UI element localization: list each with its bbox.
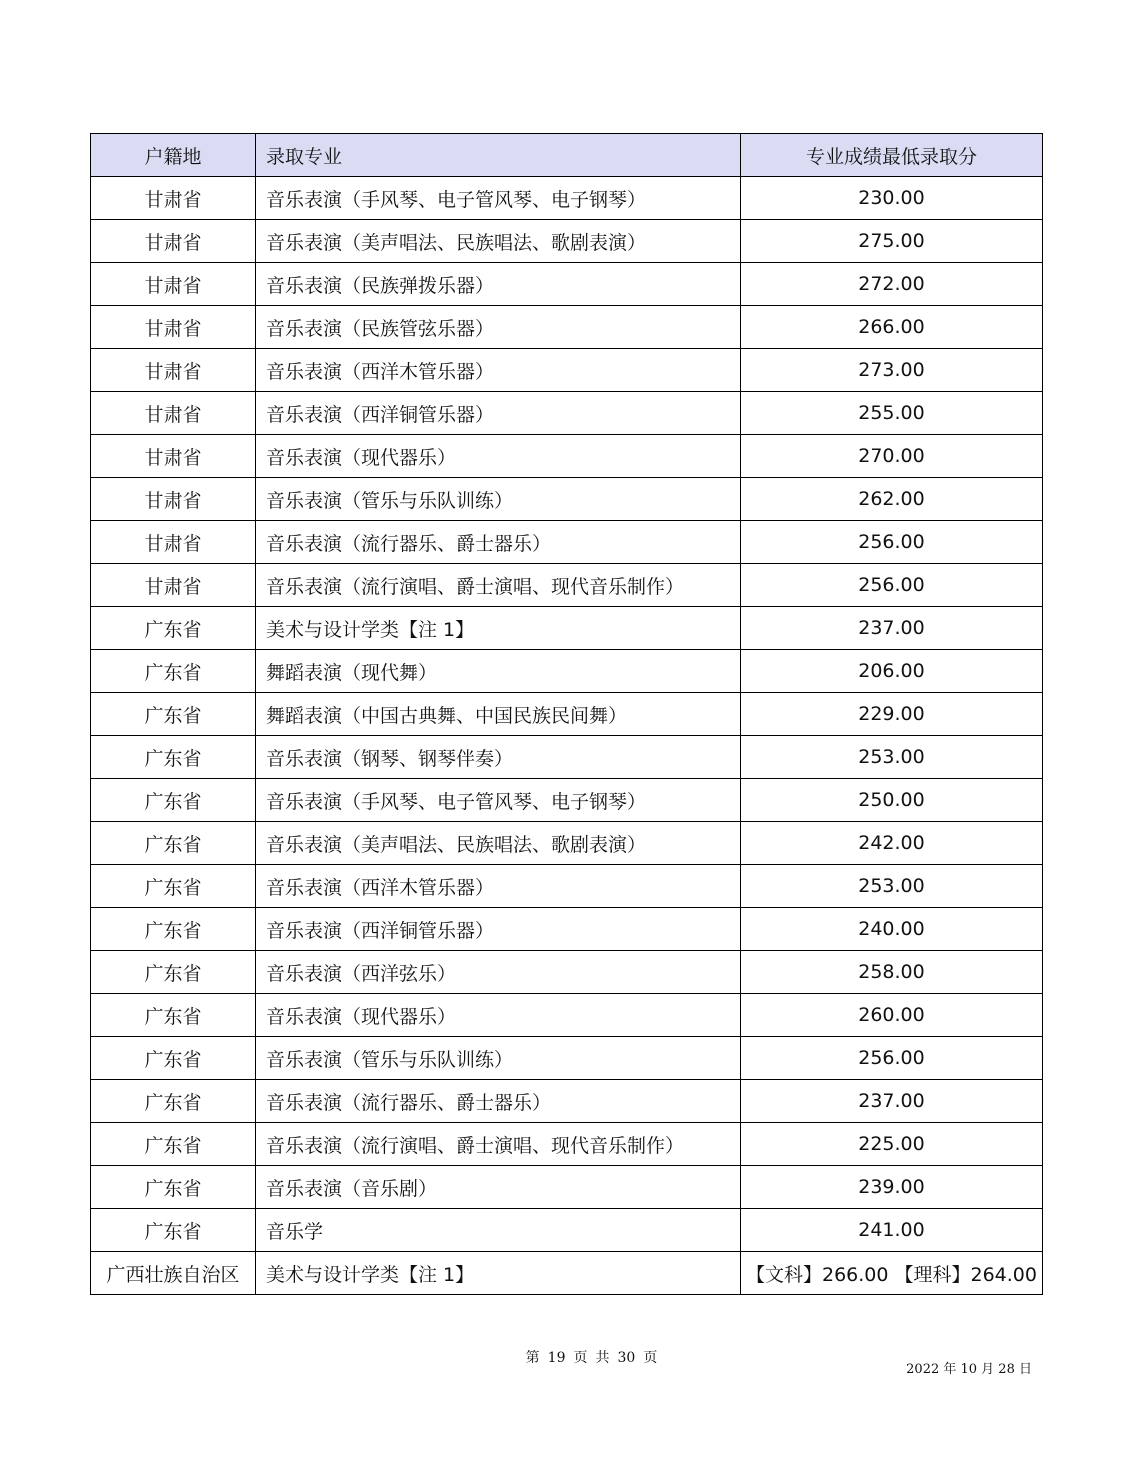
cell-min-score: 225.00 bbox=[741, 1123, 1043, 1166]
cell-region: 甘肃省 bbox=[91, 392, 256, 435]
table-row bbox=[91, 994, 1043, 1037]
table-row bbox=[91, 822, 1043, 865]
table-row bbox=[91, 865, 1043, 908]
header-region: 户籍地 bbox=[91, 134, 256, 177]
table-row bbox=[91, 306, 1043, 349]
cell-min-score: 237.00 bbox=[741, 1080, 1043, 1123]
cell-min-score: 266.00 bbox=[741, 306, 1043, 349]
table-header bbox=[91, 134, 1043, 177]
cell-region: 甘肃省 bbox=[91, 435, 256, 478]
header-major: 录取专业 bbox=[256, 134, 741, 177]
cell-region: 广东省 bbox=[91, 1166, 256, 1209]
cell-major: 美术与设计学类【注 1】 bbox=[256, 1252, 741, 1295]
cell-major: 音乐表演（现代器乐） bbox=[256, 994, 741, 1037]
table-row bbox=[91, 1037, 1043, 1080]
cell-region: 甘肃省 bbox=[91, 521, 256, 564]
cell-min-score: 260.00 bbox=[741, 994, 1043, 1037]
cell-major: 音乐表演（民族弹拨乐器） bbox=[256, 263, 741, 306]
header-row bbox=[91, 134, 1043, 177]
page-prefix: 第 bbox=[525, 1350, 540, 1366]
cell-min-score: 253.00 bbox=[741, 736, 1043, 779]
table-row bbox=[91, 1252, 1043, 1295]
cell-major: 音乐表演（管乐与乐队训练） bbox=[256, 478, 741, 521]
table-row bbox=[91, 564, 1043, 607]
cell-region: 广东省 bbox=[91, 1037, 256, 1080]
cell-min-score: 255.00 bbox=[741, 392, 1043, 435]
table-row bbox=[91, 951, 1043, 994]
cell-region: 广东省 bbox=[91, 736, 256, 779]
cell-min-score: 239.00 bbox=[741, 1166, 1043, 1209]
cell-region: 甘肃省 bbox=[91, 263, 256, 306]
cell-region: 广东省 bbox=[91, 951, 256, 994]
table-row bbox=[91, 349, 1043, 392]
table-row bbox=[91, 521, 1043, 564]
table-row bbox=[91, 1080, 1043, 1123]
cell-major: 音乐表演（西洋弦乐） bbox=[256, 951, 741, 994]
table-row bbox=[91, 650, 1043, 693]
cell-region: 甘肃省 bbox=[91, 349, 256, 392]
table-row bbox=[91, 1123, 1043, 1166]
cell-min-score: 250.00 bbox=[741, 779, 1043, 822]
cell-region: 广东省 bbox=[91, 650, 256, 693]
cell-major: 音乐表演（管乐与乐队训练） bbox=[256, 1037, 741, 1080]
cell-region: 广东省 bbox=[91, 607, 256, 650]
table-row bbox=[91, 177, 1043, 220]
table-row bbox=[91, 478, 1043, 521]
cell-region: 广东省 bbox=[91, 822, 256, 865]
cell-region: 广东省 bbox=[91, 908, 256, 951]
page-total: 30 bbox=[617, 1350, 636, 1366]
cell-major: 音乐表演（手风琴、电子管风琴、电子钢琴） bbox=[256, 177, 741, 220]
cell-min-score: 253.00 bbox=[741, 865, 1043, 908]
cell-region: 广东省 bbox=[91, 994, 256, 1037]
table-row bbox=[91, 263, 1043, 306]
admission-score-table bbox=[90, 133, 1043, 1295]
table-body bbox=[91, 177, 1043, 1295]
cell-min-score: 206.00 bbox=[741, 650, 1043, 693]
cell-region: 甘肃省 bbox=[91, 564, 256, 607]
cell-major: 美术与设计学类【注 1】 bbox=[256, 607, 741, 650]
page-current: 19 bbox=[547, 1350, 566, 1366]
header-min-score: 专业成绩最低录取分 bbox=[741, 134, 1043, 177]
cell-region: 甘肃省 bbox=[91, 220, 256, 263]
cell-major: 舞蹈表演（中国古典舞、中国民族民间舞） bbox=[256, 693, 741, 736]
table-row bbox=[91, 736, 1043, 779]
page-mid2: 共 bbox=[595, 1350, 610, 1366]
cell-region: 广西壮族自治区 bbox=[91, 1252, 256, 1295]
cell-major: 音乐表演（西洋木管乐器） bbox=[256, 349, 741, 392]
cell-min-score: 240.00 bbox=[741, 908, 1043, 951]
cell-major: 音乐表演（民族管弦乐器） bbox=[256, 306, 741, 349]
cell-min-score: 262.00 bbox=[741, 478, 1043, 521]
table-row bbox=[91, 220, 1043, 263]
table-row bbox=[91, 693, 1043, 736]
cell-major: 音乐表演（音乐剧） bbox=[256, 1166, 741, 1209]
cell-major: 音乐表演（流行演唱、爵士演唱、现代音乐制作） bbox=[256, 564, 741, 607]
cell-min-score: 229.00 bbox=[741, 693, 1043, 736]
cell-region: 广东省 bbox=[91, 865, 256, 908]
cell-min-score: 273.00 bbox=[741, 349, 1043, 392]
table-row bbox=[91, 1166, 1043, 1209]
cell-major: 音乐表演（美声唱法、民族唱法、歌剧表演） bbox=[256, 220, 741, 263]
cell-region: 甘肃省 bbox=[91, 478, 256, 521]
cell-min-score: 230.00 bbox=[741, 177, 1043, 220]
cell-min-score: 275.00 bbox=[741, 220, 1043, 263]
cell-major: 音乐学 bbox=[256, 1209, 741, 1252]
cell-min-score: 237.00 bbox=[741, 607, 1043, 650]
cell-region: 广东省 bbox=[91, 693, 256, 736]
table-row bbox=[91, 392, 1043, 435]
cell-major: 音乐表演（手风琴、电子管风琴、电子钢琴） bbox=[256, 779, 741, 822]
cell-min-score: 270.00 bbox=[741, 435, 1043, 478]
cell-min-score: 256.00 bbox=[741, 564, 1043, 607]
cell-region: 广东省 bbox=[91, 1209, 256, 1252]
cell-major: 音乐表演（西洋铜管乐器） bbox=[256, 908, 741, 951]
table-row bbox=[91, 435, 1043, 478]
cell-major: 音乐表演（钢琴、钢琴伴奏） bbox=[256, 736, 741, 779]
cell-major: 音乐表演（西洋铜管乐器） bbox=[256, 392, 741, 435]
cell-min-score: 272.00 bbox=[741, 263, 1043, 306]
cell-min-score: 256.00 bbox=[741, 521, 1043, 564]
cell-major: 音乐表演（流行器乐、爵士器乐） bbox=[256, 521, 741, 564]
cell-min-score: 242.00 bbox=[741, 822, 1043, 865]
cell-region: 甘肃省 bbox=[91, 306, 256, 349]
page-mid1: 页 bbox=[573, 1350, 588, 1366]
cell-region: 广东省 bbox=[91, 1123, 256, 1166]
cell-major: 音乐表演（流行器乐、爵士器乐） bbox=[256, 1080, 741, 1123]
cell-region: 广东省 bbox=[91, 779, 256, 822]
cell-region: 广东省 bbox=[91, 1080, 256, 1123]
cell-major: 音乐表演（流行演唱、爵士演唱、现代音乐制作） bbox=[256, 1123, 741, 1166]
document-date: 2022 年 10 月 28 日 bbox=[906, 1362, 1032, 1377]
cell-min-score: 256.00 bbox=[741, 1037, 1043, 1080]
cell-major: 音乐表演（美声唱法、民族唱法、歌剧表演） bbox=[256, 822, 741, 865]
cell-min-score: 258.00 bbox=[741, 951, 1043, 994]
table-row bbox=[91, 1209, 1043, 1252]
page-suffix: 页 bbox=[643, 1350, 658, 1366]
cell-min-score: 241.00 bbox=[741, 1209, 1043, 1252]
table-row bbox=[91, 908, 1043, 951]
cell-region: 甘肃省 bbox=[91, 177, 256, 220]
cell-major: 舞蹈表演（现代舞） bbox=[256, 650, 741, 693]
cell-major: 音乐表演（现代器乐） bbox=[256, 435, 741, 478]
table-row bbox=[91, 607, 1043, 650]
table-row bbox=[91, 779, 1043, 822]
cell-min-score: 【文科】266.00 【理科】264.00 bbox=[741, 1252, 1043, 1295]
cell-major: 音乐表演（西洋木管乐器） bbox=[256, 865, 741, 908]
